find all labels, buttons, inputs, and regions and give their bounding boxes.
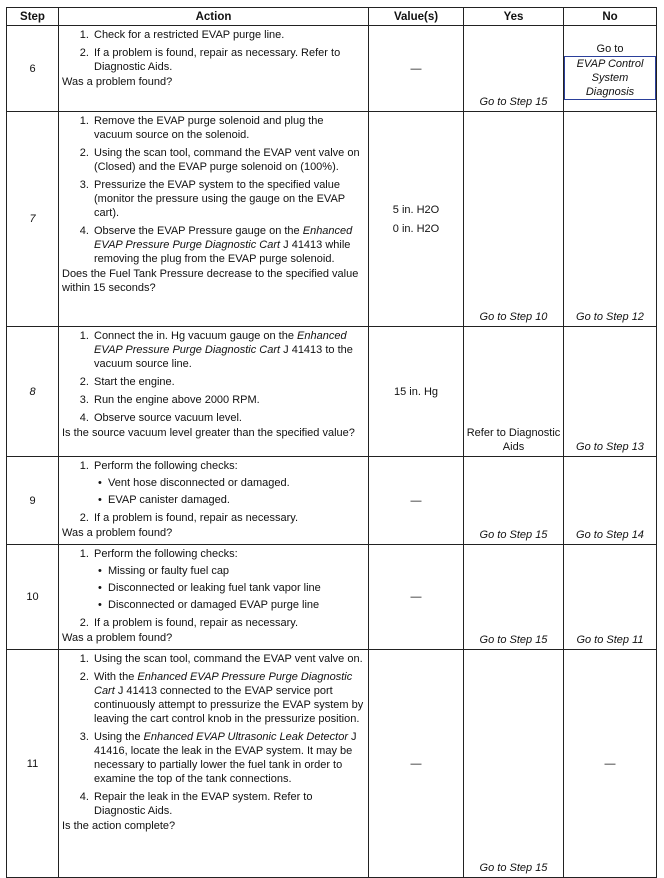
tool-name: Enhanced EVAP Pressure Purge Diagnostic Cart (94, 330, 347, 356)
action-text: Perform the following checks: (94, 548, 238, 560)
no-goto-link[interactable]: Go to Step 12 (564, 112, 657, 327)
table-row-step-6 (7, 26, 657, 112)
tool-name: Enhanced EVAP Ultrasonic Leak Detector (143, 731, 348, 743)
step-number: 6 (7, 26, 59, 112)
action-list (62, 459, 364, 525)
table-row-step-7 (7, 112, 657, 327)
step-number: 11 (7, 650, 59, 878)
value-item: 0 in. H2O (392, 222, 440, 235)
no-goto-link[interactable]: Go to Step 14 (564, 457, 657, 545)
check-item: • EVAP canister damaged. (108, 493, 364, 507)
action-list (62, 547, 364, 630)
action-item (92, 730, 364, 786)
yes-goto-link[interactable]: Go to Step 15 (464, 650, 564, 878)
action-item (92, 224, 364, 266)
header-values: Value(s) (369, 8, 464, 26)
action-cell (59, 327, 369, 457)
action-item: 2. If a problem is found, repair as necessary. (92, 511, 364, 525)
step-number: 8 (7, 327, 59, 457)
action-list (62, 28, 364, 74)
yes-goto-link[interactable]: Go to Step 10 (464, 112, 564, 327)
diagnostic-table-container (6, 7, 657, 878)
action-question: Was a problem found? (62, 76, 173, 88)
check-list (94, 564, 364, 612)
action-text: J 41416, locate the leak in the EVAP system. It may be necessary to partially lower the fuel tank in order to examine the top of the tank connections. (94, 731, 357, 785)
table-row-step-10 (7, 545, 657, 650)
value-item: 5 in. H2O (392, 203, 440, 216)
action-item (92, 459, 364, 507)
check-item: • Disconnected or damaged EVAP purge line (108, 598, 364, 612)
header-action: Action (59, 8, 369, 26)
action-cell (59, 650, 369, 878)
step-number: 10 (7, 545, 59, 650)
action-item (92, 547, 364, 612)
action-item: 1. Remove the EVAP purge solenoid and plug the vacuum source on the solenoid. (92, 114, 364, 142)
yes-goto-link[interactable]: Go to Step 15 (464, 545, 564, 650)
no-cell (564, 26, 657, 112)
action-question: Does the Fuel Tank Pressure decrease to the specified value within 15 seconds? (62, 268, 359, 294)
action-question: Is the source vacuum level greater than the specified value? (62, 427, 355, 439)
action-text: J 41413 to the vacuum source line. (94, 344, 353, 370)
table-row-step-11 (7, 650, 657, 878)
yes-refer-link[interactable]: Refer to Diagnostic Aids (464, 327, 564, 457)
no-goto-prefix: Go to (596, 43, 624, 55)
action-list (62, 652, 364, 818)
no-cell: — (564, 650, 657, 878)
action-item: 1. Using the scan tool, command the EVAP vent valve on. (92, 652, 364, 666)
action-cell (59, 457, 369, 545)
header-step: Step (7, 8, 59, 26)
header-no: No (564, 8, 657, 26)
action-item (92, 670, 364, 726)
evap-control-system-diagnosis-link[interactable]: EVAP Control System Diagnosis (564, 56, 656, 100)
value-cell: — (369, 26, 464, 112)
check-item: • Vent hose disconnected or damaged. (108, 476, 364, 490)
action-cell (59, 545, 369, 650)
step-number: 7 (7, 112, 59, 327)
action-text: J 41413 connected to the EVAP service port continuously attempt to pressurize the EVAP system by leaving the cart control knob in the pressurize position. (94, 685, 364, 725)
action-cell (59, 112, 369, 327)
action-text: Connect the in. Hg vacuum gauge on the (94, 330, 294, 342)
step-number: 9 (7, 457, 59, 545)
yes-goto-link[interactable]: Go to Step 15 (464, 26, 564, 112)
value-cell: 15 in. Hg (369, 327, 464, 457)
action-text: J 41413 while removing the plug from the EVAP purge solenoid. (94, 239, 351, 265)
action-item: 3. Run the engine above 2000 RPM. (92, 393, 364, 407)
action-text: Using the (94, 731, 141, 743)
action-question: Was a problem found? (62, 527, 173, 539)
no-goto-link[interactable]: Go to Step 11 (564, 545, 657, 650)
check-item: • Disconnected or leaking fuel tank vapor line (108, 581, 364, 595)
action-item: 2. If a problem is found, repair as necessary. (92, 616, 364, 630)
action-text: With the (94, 671, 135, 683)
action-question: Is the action complete? (62, 820, 176, 832)
value-cell: — (369, 650, 464, 878)
action-text: Observe the EVAP Pressure gauge on the (94, 225, 300, 237)
check-list (94, 476, 364, 507)
value-cell (369, 112, 464, 327)
action-item: 2. Start the engine. (92, 375, 364, 389)
action-item: 2. Using the scan tool, command the EVAP vent valve on (Closed) and the EVAP purge solenoid on (100%). (92, 146, 364, 174)
no-goto-link[interactable]: Go to Step 13 (564, 327, 657, 457)
action-item: 1. Check for a restricted EVAP purge line. (92, 28, 364, 42)
tool-name: Enhanced EVAP Pressure Purge Diagnostic Cart (94, 225, 353, 251)
action-list (62, 329, 364, 425)
table-row-step-9 (7, 457, 657, 545)
diagnostic-table (6, 7, 657, 878)
action-item: 4. Repair the leak in the EVAP system. Refer to Diagnostic Aids. (92, 790, 364, 818)
tool-name: Enhanced EVAP Pressure Purge Diagnostic Cart (94, 671, 353, 697)
action-item: 4. Observe source vacuum level. (92, 411, 364, 425)
yes-goto-link[interactable]: Go to Step 15 (464, 457, 564, 545)
value-cell: — (369, 457, 464, 545)
action-cell (59, 26, 369, 112)
check-item: • Missing or faulty fuel cap (108, 564, 364, 578)
action-question: Was a problem found? (62, 632, 173, 644)
action-item: 2. If a problem is found, repair as necessary. Refer to Diagnostic Aids. (92, 46, 364, 74)
table-header-row (7, 8, 657, 26)
table-row-step-8 (7, 327, 657, 457)
value-cell: — (369, 545, 464, 650)
action-list (62, 114, 364, 266)
action-item: 3. Pressurize the EVAP system to the specified value (monitor the pressure using the gauge on the EVAP cart). (92, 178, 364, 220)
header-yes: Yes (464, 8, 564, 26)
action-text: Perform the following checks: (94, 460, 238, 472)
action-item (92, 329, 364, 371)
